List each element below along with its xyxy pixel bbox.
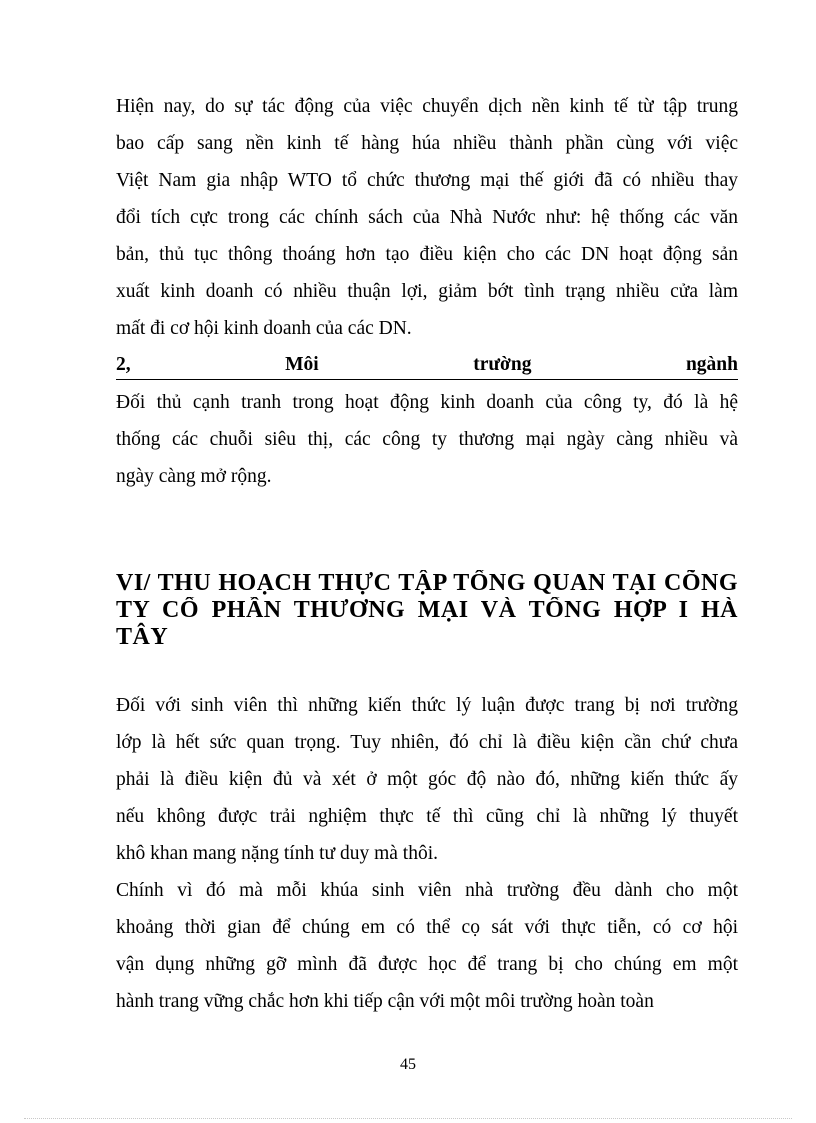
text-line: Chính vì đó mà mỗi khúa sinh viên nhà trường đều dành cho một bbox=[116, 880, 738, 901]
text-line: Việt Nam gia nhập WTO tổ chức thương mại thế giới đã có nhiều thay bbox=[116, 170, 738, 191]
page-number: 45 bbox=[400, 1056, 416, 1073]
subheading-word: trường bbox=[473, 354, 532, 375]
subheading-word: Môi bbox=[285, 354, 319, 375]
text-line: Đối với sinh viên thì những kiến thức lý luận được trang bị nơi trường bbox=[116, 695, 738, 716]
text-line: đổi tích cực trong các chính sách của Nhà Nước như: hệ thống các văn bbox=[116, 207, 738, 228]
text-line: khoảng thời gian để chúng em có thể cọ sát với thực tiễn, có cơ hội bbox=[116, 917, 738, 938]
text-line: ngày càng mở rộng. bbox=[116, 466, 272, 487]
section-title-line: VI/ THU HOẠCH THỰC TẬP TỔNG QUAN TẠI CÕNG bbox=[116, 570, 738, 596]
paragraph-economic-context bbox=[116, 88, 738, 347]
subheading-industry-environment bbox=[116, 353, 738, 380]
text-line: phải là điều kiện đủ và xét ở một góc độ nào đó, những kiến thức ấy bbox=[116, 769, 738, 790]
text-line: vận dụng những gỡ mình đã được học để trang bị cho chúng em một bbox=[116, 954, 738, 975]
section-title bbox=[116, 570, 738, 651]
text-line: bản, thủ tục thông thoáng hơn tạo điều kiện cho các DN hoạt động sản bbox=[116, 244, 738, 265]
paragraph-internship-purpose bbox=[116, 872, 738, 1020]
text-line: khô khan mang nặng tính tư duy mà thôi. bbox=[116, 843, 438, 864]
text-line: Đối thủ cạnh tranh trong hoạt động kinh doanh của công ty, đó là hệ bbox=[116, 392, 738, 413]
text-line: mất đi cơ hội kinh doanh của các DN. bbox=[116, 318, 412, 339]
subheading-word: ngành bbox=[685, 354, 738, 375]
text-line: hành trang vững chắc hơn khi tiếp cận với một môi trường hoàn toàn bbox=[116, 991, 654, 1012]
section-title-line: TÂY bbox=[116, 624, 169, 650]
text-line: lớp là hết sức quan trọng. Tuy nhiên, đó chỉ là điều kiện cần chứ chưa bbox=[116, 732, 738, 753]
section-title-line: TY CỔ PHẦN THƯƠNG MẠI VÀ TỔNG HỢP I HÀ bbox=[116, 597, 738, 623]
text-line: thống các chuỗi siêu thị, các công ty thương mại ngày càng nhiều và bbox=[116, 429, 738, 450]
paragraph-theory-knowledge bbox=[116, 687, 738, 872]
text-line: xuất kinh doanh có nhiều thuận lợi, giảm bớt tình trạng nhiều cửa làm bbox=[116, 281, 738, 302]
paragraph-competitors bbox=[116, 384, 738, 495]
page-bottom-divider bbox=[24, 1118, 792, 1119]
text-line: nếu không được trải nghiệm thực tế thì cũng chỉ là những lý thuyết bbox=[116, 806, 738, 827]
text-line: Hiện nay, do sự tác động của việc chuyển dịch nền kinh tế từ tập trung bbox=[116, 96, 738, 117]
text-line: bao cấp sang nền kinh tế hàng húa nhiều thành phần cùng với việc bbox=[116, 133, 738, 154]
subheading-number: 2, bbox=[116, 354, 131, 375]
